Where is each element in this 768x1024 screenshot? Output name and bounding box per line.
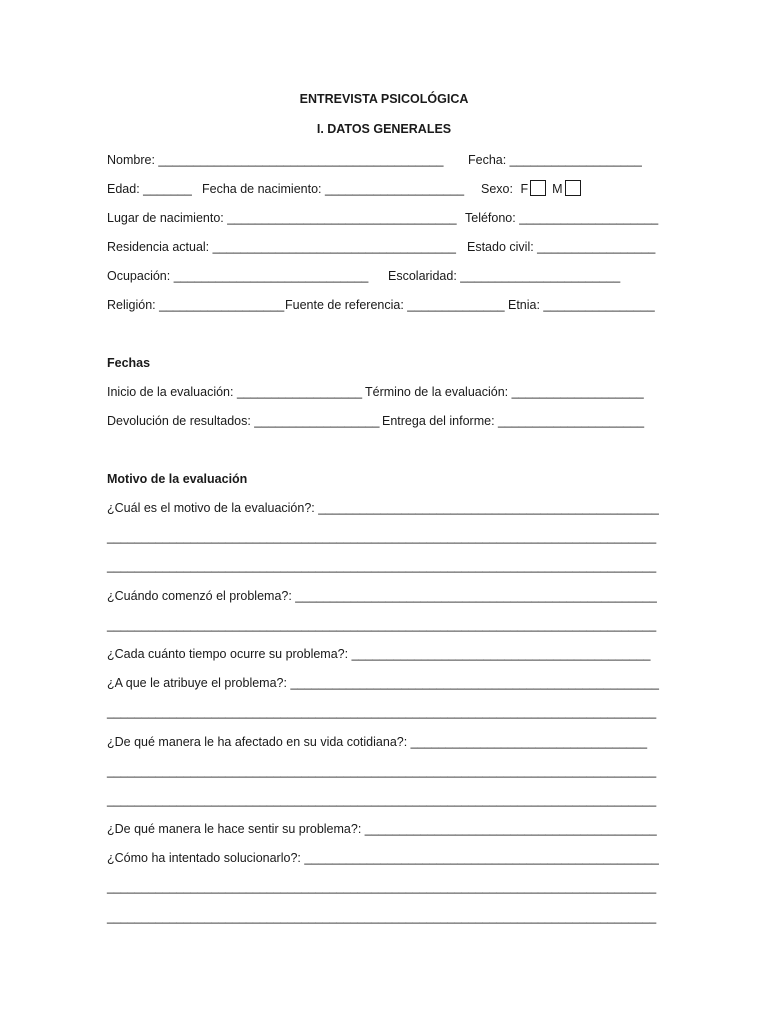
sexo-group [481, 180, 587, 198]
fecha-nacimiento-field[interactable]: Fecha de nacimiento: ____________________ [202, 182, 465, 196]
sexo-m-checkbox[interactable] [565, 180, 581, 196]
sexo-label: Sexo: [481, 182, 513, 196]
entrega-informe-field[interactable]: Entrega del informe: _____________________ [382, 414, 645, 428]
motivo-heading: Motivo de la evaluación [107, 472, 248, 486]
nombre-field[interactable]: Nombre: _________________________________________ [107, 153, 444, 167]
comienzo-question[interactable]: ¿Cuándo comenzó el problema?: ____________________________________________________ [107, 589, 657, 603]
residencia-field[interactable]: Residencia actual: ___________________________________ [107, 240, 456, 254]
estado-civil-field[interactable]: Estado civil: _________________ [467, 240, 656, 254]
section-title: I. DATOS GENERALES [316, 122, 452, 136]
lugar-nacimiento-field[interactable]: Lugar de nacimiento: _________________________________ [107, 211, 457, 225]
fechas-heading: Fechas [107, 356, 151, 370]
ocupacion-field[interactable]: Ocupación: ____________________________ [107, 269, 369, 283]
religion-field[interactable]: Religión: __________________ [107, 298, 285, 312]
answer-line[interactable]: _______________________________________________________________________________ [107, 530, 657, 544]
answer-line[interactable]: _______________________________________________________________________________ [107, 880, 657, 894]
devolucion-resultados-field[interactable]: Devolución de resultados: __________________ [107, 414, 380, 428]
fuente-referencia-field[interactable]: Fuente de referencia: ______________ [285, 298, 505, 312]
answer-line[interactable]: _______________________________________________________________________________ [107, 764, 657, 778]
solucion-question[interactable]: ¿Cómo ha intentado solucionarlo?: ___________________________________________________ [107, 851, 659, 865]
sexo-f-checkbox[interactable] [530, 180, 546, 196]
page-title: ENTREVISTA PSICOLÓGICA [299, 92, 469, 106]
atribucion-question[interactable]: ¿A que le atribuye el problema?: _____________________________________________________ [107, 676, 659, 690]
inicio-evaluacion-field[interactable]: Inicio de la evaluación: __________________ [107, 385, 363, 399]
answer-line[interactable]: _______________________________________________________________________________ [107, 705, 657, 719]
answer-line[interactable]: _______________________________________________________________________________ [107, 910, 657, 924]
fecha-field[interactable]: Fecha: ___________________ [468, 153, 642, 167]
answer-line[interactable]: _______________________________________________________________________________ [107, 559, 657, 573]
sexo-f-label: F [520, 182, 529, 196]
sentimiento-question[interactable]: ¿De qué manera le hace sentir su problema?: __________________________________________ [107, 822, 657, 836]
telefono-field[interactable]: Teléfono: ____________________ [465, 211, 659, 225]
sexo-m-label: M [552, 182, 563, 196]
afectacion-question[interactable]: ¿De qué manera le ha afectado en su vida cotidiana?: __________________________________ [107, 735, 648, 749]
answer-line[interactable]: _______________________________________________________________________________ [107, 618, 657, 632]
frecuencia-question[interactable]: ¿Cada cuánto tiempo ocurre su problema?: ___________________________________________ [107, 647, 651, 661]
motivo-question[interactable]: ¿Cuál es el motivo de la evaluación?: _________________________________________________ [107, 501, 659, 515]
escolaridad-field[interactable]: Escolaridad: _______________________ [388, 269, 621, 283]
termino-evaluacion-field[interactable]: Término de la evaluación: ___________________ [365, 385, 644, 399]
etnia-field[interactable]: Etnia: ________________ [508, 298, 655, 312]
edad-field[interactable]: Edad: _______ [107, 182, 192, 196]
answer-line[interactable]: _______________________________________________________________________________ [107, 793, 657, 807]
